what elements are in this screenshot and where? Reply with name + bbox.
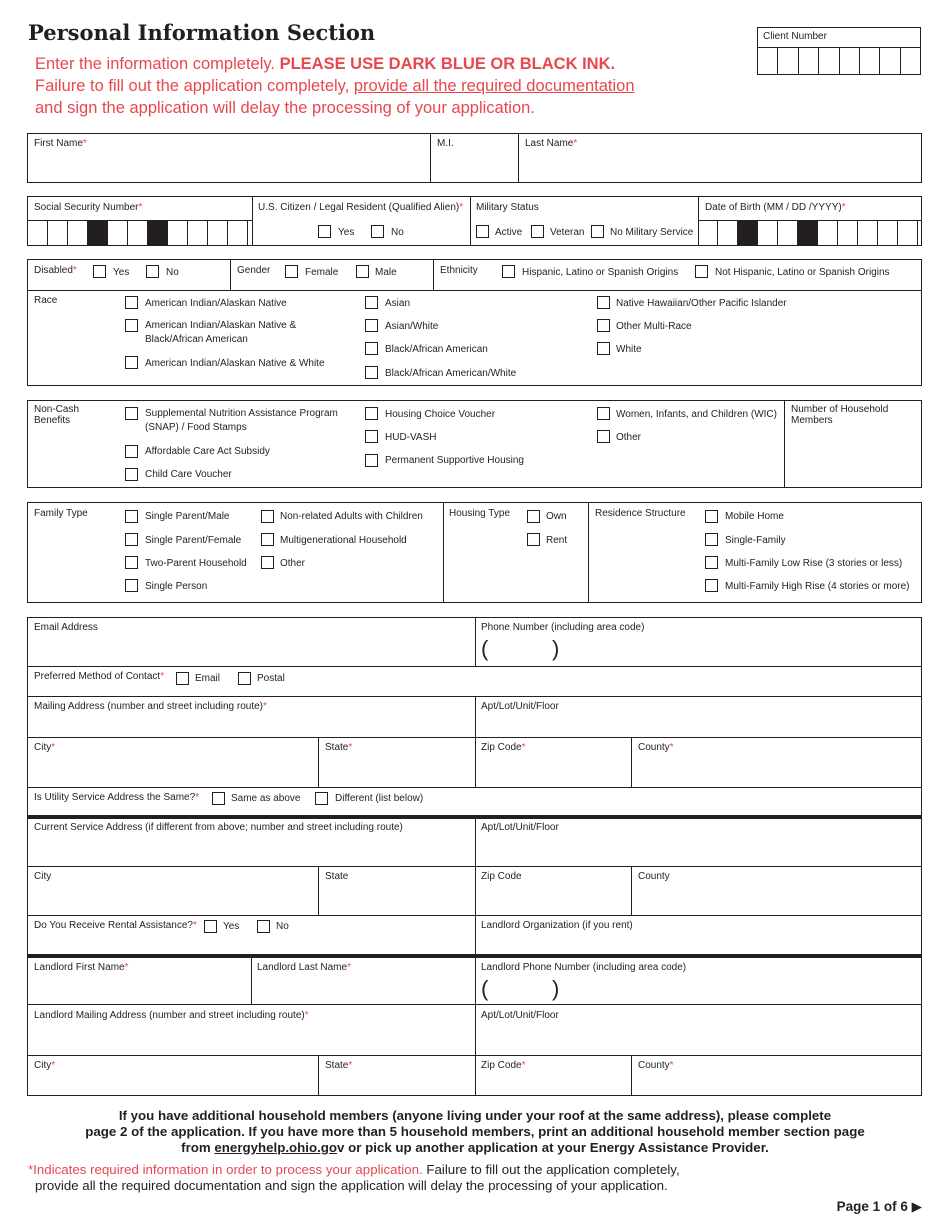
service-county-label: County xyxy=(638,871,670,882)
race-checkbox[interactable] xyxy=(597,296,610,309)
rental-assistance-label: Do You Receive Rental Assistance?* xyxy=(34,920,197,931)
military-active-label: Active xyxy=(495,227,523,238)
page-number: Page 1 of 6 ▶ xyxy=(836,1199,922,1214)
housing-type-label: Housing Type xyxy=(449,508,510,519)
disabled-yes-checkbox[interactable] xyxy=(93,265,106,278)
household-instructions: If you have additional household members (anyone living under your roof at the same address), please complete page 2 of the application. If you have more than 5 household members, print an additional household member section page from energyhelp.ohio.gov or pick up another application at your Energy Assistance Provider. xyxy=(85,1108,865,1155)
military-active-checkbox[interactable] xyxy=(476,225,489,238)
contact-block xyxy=(27,617,922,1096)
current-service-label: Current Service Address (if different from above; number and street including route) xyxy=(34,822,403,833)
ssn-row xyxy=(27,196,922,246)
contact-email-label: Email xyxy=(195,673,221,684)
landlord-last-label: Landlord Last Name* xyxy=(257,962,351,973)
race-checkbox[interactable] xyxy=(125,296,138,309)
residence-checkbox[interactable] xyxy=(705,533,718,546)
client-number-box xyxy=(757,27,921,75)
landlord-org-label: Landlord Organization (if you rent) xyxy=(481,920,633,931)
race-option: Asian/White xyxy=(385,321,439,332)
race-checkbox[interactable] xyxy=(125,319,138,332)
landlord-paren-close: ) xyxy=(552,976,560,1001)
citizen-no-label: No xyxy=(391,227,404,238)
apt-label: Apt/Lot/Unit/Floor xyxy=(481,701,559,712)
race-option: Native Hawaiian/Other Pacific Islander xyxy=(616,298,787,309)
landlord-paren-open: ( xyxy=(481,976,489,1001)
benefit-checkbox[interactable] xyxy=(365,430,378,443)
race-label: Race xyxy=(34,295,58,306)
residence-checkbox[interactable] xyxy=(705,510,718,523)
benefit-option: Supplemental Nutrition Assistance Program (SNAP) / Food Stamps xyxy=(145,408,338,433)
disabled-no-checkbox[interactable] xyxy=(146,265,159,278)
ssn-digit-cells[interactable] xyxy=(28,220,248,245)
benefit-option: Permanent Supportive Housing xyxy=(385,455,524,466)
ethnicity-hispanic-checkbox[interactable] xyxy=(502,265,515,278)
race-checkbox[interactable] xyxy=(125,356,138,369)
phone-paren-open: ( xyxy=(481,636,489,661)
race-option: American Indian/Alaskan Native xyxy=(145,298,287,309)
race-option: Other Multi-Race xyxy=(616,321,692,332)
benefit-checkbox[interactable] xyxy=(597,430,610,443)
landlord-city-label: City* xyxy=(34,1060,56,1071)
benefit-checkbox[interactable] xyxy=(365,407,378,420)
military-none-label: No Military Service xyxy=(610,227,694,238)
housing-own-label: Own xyxy=(546,511,567,522)
last-name-label: Last Name* xyxy=(525,138,578,149)
family-checkbox[interactable] xyxy=(261,533,274,546)
state-label: State* xyxy=(325,742,353,753)
utility-different-option: Different (list below) xyxy=(335,793,424,804)
mailing-address-label: Mailing Address (number and street including route)* xyxy=(34,701,267,712)
benefit-option: HUD-VASH xyxy=(385,432,437,443)
utility-different-checkbox[interactable] xyxy=(315,792,328,805)
race-option: White xyxy=(616,344,642,355)
benefits-block xyxy=(27,400,922,488)
client-number-label: Client Number xyxy=(763,31,827,42)
page-title: Personal Information Section xyxy=(28,20,376,45)
residence-option: Mobile Home xyxy=(725,511,784,522)
landlord-first-label: Landlord First Name* xyxy=(34,962,129,973)
race-option: Asian xyxy=(385,298,411,309)
race-checkbox[interactable] xyxy=(365,319,378,332)
first-name-label: First Name* xyxy=(34,138,87,149)
ethnicity-hispanic-label: Hispanic, Latino or Spanish Origins xyxy=(522,267,679,278)
race-checkbox[interactable] xyxy=(365,296,378,309)
service-zip-label: Zip Code xyxy=(481,871,522,882)
phone-paren-close: ) xyxy=(552,636,560,661)
utility-same-option: Same as above xyxy=(231,793,301,804)
landlord-county-label: County* xyxy=(638,1060,674,1071)
family-checkbox[interactable] xyxy=(125,510,138,523)
household-members-label: Number of Household Members xyxy=(791,404,889,426)
rental-no-checkbox[interactable] xyxy=(257,920,270,933)
benefits-label: Non-Cash Benefits xyxy=(34,404,80,426)
benefit-option: Other xyxy=(616,432,642,443)
service-apt-label: Apt/Lot/Unit/Floor xyxy=(481,822,559,833)
landlord-apt-label: Apt/Lot/Unit/Floor xyxy=(481,1010,559,1021)
benefit-option: Child Care Voucher xyxy=(145,469,232,480)
residence-option: Multi-Family Low Rise (3 stories or less) xyxy=(725,558,903,569)
family-option: Single Parent/Female xyxy=(145,535,242,546)
ethnicity-label: Ethnicity xyxy=(440,265,478,276)
family-checkbox[interactable] xyxy=(125,533,138,546)
ethnicity-not-hispanic-checkbox[interactable] xyxy=(695,265,708,278)
residence-checkbox[interactable] xyxy=(705,556,718,569)
energyhelp-link[interactable]: energyhelp.ohio.go xyxy=(214,1140,338,1155)
gender-male-checkbox[interactable] xyxy=(356,265,369,278)
utility-same-checkbox[interactable] xyxy=(212,792,225,805)
family-checkbox[interactable] xyxy=(261,510,274,523)
family-type-label: Family Type xyxy=(34,508,88,519)
gender-female-checkbox[interactable] xyxy=(285,265,298,278)
residence-option: Multi-Family High Rise (4 stories or more) xyxy=(725,581,910,592)
benefit-option: Affordable Care Act Subsidy xyxy=(145,446,270,457)
landlord-zip-label: Zip Code* xyxy=(481,1060,526,1071)
disabled-label: Disabled* xyxy=(34,265,77,276)
ssn-label: Social Security Number* xyxy=(34,202,143,213)
citizen-yes-label: Yes xyxy=(338,227,355,238)
citizen-label: U.S. Citizen / Legal Resident (Qualified Alien)* xyxy=(258,202,464,213)
residence-label: Residence Structure xyxy=(595,508,686,519)
county-label: County* xyxy=(638,742,674,753)
required-note: *Indicates required information in order to process your application. Failure to fill out the application completely, provide all the required documentation and sign the application will delay the processing of your application. xyxy=(28,1162,680,1193)
service-state-label: State xyxy=(325,871,349,882)
utility-same-label: Is Utility Service Address the Same?* xyxy=(34,792,200,803)
race-checkbox[interactable] xyxy=(365,342,378,355)
citizen-no-checkbox[interactable] xyxy=(371,225,384,238)
race-option: American Indian/Alaskan Native & White xyxy=(145,358,325,369)
family-checkbox[interactable] xyxy=(125,556,138,569)
family-option: Other xyxy=(280,558,306,569)
landlord-phone-label: Landlord Phone Number (including area code) xyxy=(481,962,687,973)
benefit-checkbox[interactable] xyxy=(365,454,378,467)
gender-label: Gender xyxy=(237,265,271,276)
military-veteran-label: Veteran xyxy=(550,227,585,238)
rental-yes-label: Yes xyxy=(223,921,240,932)
family-option: Non-related Adults with Children xyxy=(280,511,423,522)
mi-label: M.I. xyxy=(437,138,454,149)
dob-label: Date of Birth (MM / DD /YYYY)* xyxy=(705,202,846,213)
benefit-option: Women, Infants, and Children (WIC) xyxy=(616,409,777,420)
name-row xyxy=(27,133,922,183)
benefit-checkbox[interactable] xyxy=(597,407,610,420)
benefit-checkbox[interactable] xyxy=(125,407,138,420)
city-label: City* xyxy=(34,742,56,753)
disabled-yes-label: Yes xyxy=(113,267,130,278)
military-veteran-checkbox[interactable] xyxy=(531,225,544,238)
gender-male-label: Male xyxy=(375,267,397,278)
family-option: Single Parent/Male xyxy=(145,511,230,522)
residence-checkbox[interactable] xyxy=(705,579,718,592)
contact-postal-label: Postal xyxy=(257,673,285,684)
contact-postal-checkbox[interactable] xyxy=(238,672,251,685)
race-option: American Indian/Alaskan Native & Black/African American xyxy=(145,320,297,345)
ethnicity-not-hispanic-label: Not Hispanic, Latino or Spanish Origins xyxy=(715,267,890,278)
housing-rent-checkbox[interactable] xyxy=(527,533,540,546)
family-option: Single Person xyxy=(145,581,208,592)
benefit-option: Housing Choice Voucher xyxy=(385,409,496,420)
email-field[interactable] xyxy=(28,618,475,666)
family-option: Multigenerational Household xyxy=(280,535,407,546)
race-checkbox[interactable] xyxy=(365,366,378,379)
gender-female-label: Female xyxy=(305,267,339,278)
family-option: Two-Parent Household xyxy=(145,558,247,569)
intro-text: Enter the information completely. PLEASE USE DARK BLUE OR BLACK INK. Failure to fill out the application completely, provide all the required documentation and sign the application will delay the processing of your application. xyxy=(35,55,635,117)
race-checkbox[interactable] xyxy=(597,342,610,355)
zip-label: Zip Code* xyxy=(481,742,526,753)
race-checkbox[interactable] xyxy=(597,319,610,332)
phone-label: Phone Number (including area code) xyxy=(481,622,645,633)
race-option: Black/African American xyxy=(385,344,488,355)
race-option: Black/African American/White xyxy=(385,368,517,379)
housing-own-checkbox[interactable] xyxy=(527,510,540,523)
family-block xyxy=(27,502,922,603)
residence-option: Single-Family xyxy=(725,535,786,546)
email-label: Email Address xyxy=(34,622,98,633)
preferred-contact-label: Preferred Method of Contact* xyxy=(34,671,165,682)
disabled-no-label: No xyxy=(166,267,179,278)
service-city-label: City xyxy=(34,871,52,882)
contact-email-checkbox[interactable] xyxy=(176,672,189,685)
citizen-yes-checkbox[interactable] xyxy=(318,225,331,238)
housing-rent-label: Rent xyxy=(546,535,568,546)
benefit-checkbox[interactable] xyxy=(125,468,138,481)
family-checkbox[interactable] xyxy=(125,579,138,592)
rental-no-label: No xyxy=(276,921,289,932)
client-number-cells[interactable] xyxy=(758,47,920,74)
dob-digit-cells[interactable] xyxy=(698,220,918,245)
military-label: Military Status xyxy=(476,202,539,213)
landlord-state-label: State* xyxy=(325,1060,353,1071)
rental-yes-checkbox[interactable] xyxy=(204,920,217,933)
family-checkbox[interactable] xyxy=(261,556,274,569)
demographics-block xyxy=(27,259,922,386)
landlord-mailing-label: Landlord Mailing Address (number and street including route)* xyxy=(34,1010,309,1021)
military-none-checkbox[interactable] xyxy=(591,225,604,238)
benefit-checkbox[interactable] xyxy=(125,445,138,458)
